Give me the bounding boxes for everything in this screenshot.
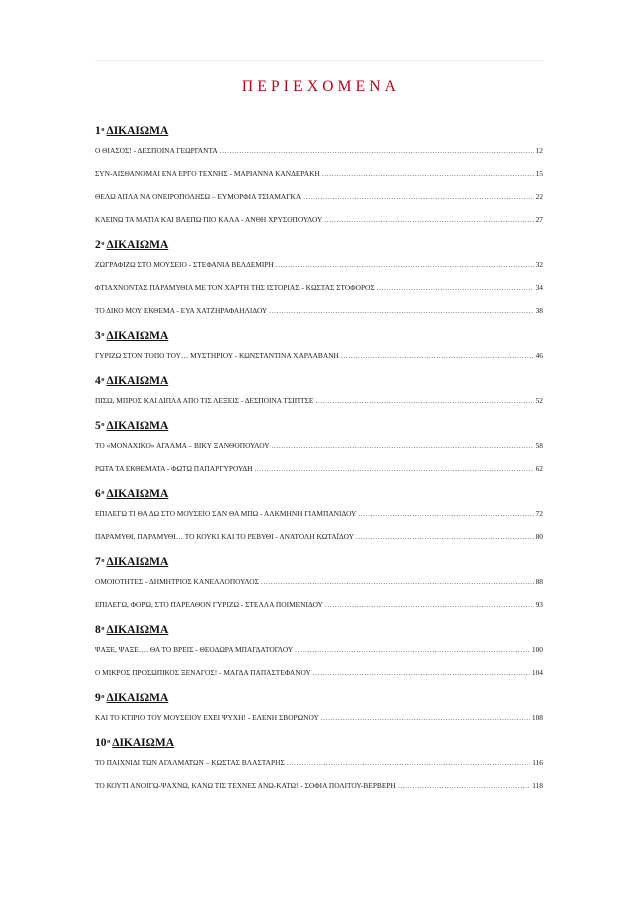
header-divider — [95, 60, 543, 61]
dot-leader — [324, 214, 533, 225]
section-title: ΔΙΚΑΙΩΜΑ — [106, 624, 169, 636]
toc-entry[interactable] — [95, 214, 543, 225]
dot-leader — [322, 168, 534, 179]
section-number — [95, 488, 105, 500]
dot-leader — [276, 259, 534, 270]
dot-leader — [272, 440, 534, 451]
section-title: ΔΙΚΑΙΩΜΑ — [106, 375, 169, 387]
dot-leader — [398, 780, 530, 791]
toc-entry[interactable] — [95, 259, 543, 270]
section-ordinal-suffix: ο — [101, 693, 105, 700]
dot-leader — [377, 282, 534, 293]
toc-entry-title: ΤΟ ΠΑΙΧΝΙΔΙ ΤΩΝ ΑΓΑΛΜΑΤΩΝ – ΚΩΣΤΑΣ ΒΛΑΣΤΑΡΗΣ — [95, 758, 285, 767]
section-number — [95, 624, 105, 636]
toc-entry-page-number: 104 — [531, 668, 543, 677]
section-heading — [95, 237, 543, 253]
toc-entry[interactable] — [95, 599, 543, 610]
dot-leader — [321, 712, 530, 723]
toc-entry-page-number: 100 — [531, 645, 543, 654]
section-ordinal-suffix: ο — [107, 738, 111, 745]
toc-entry[interactable] — [95, 191, 543, 202]
section-number — [95, 330, 105, 342]
section-title: ΔΙΚΑΙΩΜΑ — [106, 488, 169, 500]
toc-entry[interactable] — [95, 576, 543, 587]
toc-entry-page-number: 27 — [535, 215, 543, 224]
dot-leader — [287, 757, 530, 768]
section-ordinal-suffix: ο — [101, 625, 105, 632]
section-heading — [95, 373, 543, 389]
toc-entry-title: ΨΑΞΕ, ΨΑΞΕ…. ΘΑ ΤΟ ΒΡΕΙΣ - ΘΕΟΔΩΡΑ ΜΠΑΓΔΑΤΟΓΛΟΥ — [95, 645, 294, 654]
section-ordinal-suffix: ο — [101, 421, 105, 428]
section-ordinal-suffix: ο — [101, 376, 105, 383]
toc-entry-page-number: 118 — [532, 781, 543, 790]
toc-entry-page-number: 32 — [535, 260, 543, 269]
toc-entry[interactable] — [95, 712, 543, 723]
section-number-value: 7 — [95, 556, 101, 568]
section-ordinal-suffix: ο — [101, 240, 105, 247]
section-number-value: 6 — [95, 488, 101, 500]
section-heading — [95, 622, 543, 638]
toc-entry-title: ΖΩΓΡΑΦΙΖΩ ΣΤΟ ΜΟΥΣΕΙΟ - ΣΤΕΦΑΝΙΑ ΒΕΛΔΕΜΙΡΗ — [95, 260, 274, 269]
section-number-value: 8 — [95, 624, 101, 636]
section-number-value: 5 — [95, 420, 101, 432]
section-heading — [95, 486, 543, 502]
section-number-value: 4 — [95, 375, 101, 387]
section-number — [95, 375, 105, 387]
toc-entry-page-number: 108 — [531, 713, 543, 722]
toc-entry[interactable] — [95, 508, 543, 519]
table-of-contents — [95, 123, 543, 803]
toc-entry-page-number: 72 — [535, 509, 543, 518]
toc-entry-title: ΚΛΕΙΝΩ ΤΑ ΜΑΤΙΑ ΚΑΙ ΒΛΕΠΩ ΠΙΟ ΚΑΛΑ - ΑΝΘΗ ΧΡΥΣΟΠΟΥΛΟΥ — [95, 215, 323, 224]
dot-leader — [220, 145, 534, 156]
dot-leader — [303, 191, 533, 202]
section-heading — [95, 554, 543, 570]
section-number-value: 1 — [95, 125, 101, 137]
section-heading — [95, 690, 543, 706]
section-number — [95, 125, 105, 137]
section-number — [95, 556, 105, 568]
toc-entry-page-number: 38 — [535, 306, 543, 315]
section-title: ΔΙΚΑΙΩΜΑ — [106, 556, 169, 568]
toc-entry[interactable] — [95, 440, 543, 451]
section-heading — [95, 735, 543, 751]
dot-leader — [313, 667, 530, 678]
toc-entry-page-number: 22 — [535, 192, 543, 201]
section-number-value: 9 — [95, 692, 101, 704]
toc-entry-title: ΣΥΝ-ΑΙΣΘΑΝΟΜΑΙ ΕΝΑ ΕΡΓΟ ΤΕΧΝΗΣ - ΜΑΡΙΑΝΝΑ ΚΑΝΔΕΡΑΚΗ — [95, 169, 320, 178]
section-title: ΔΙΚΑΙΩΜΑ — [106, 239, 169, 251]
toc-entry-page-number: 46 — [535, 351, 543, 360]
page-title: ΠΕΡΙΕΧΟΜΕΝΑ — [241, 78, 401, 95]
section-number — [95, 692, 105, 704]
toc-entry-title: ΓΥΡΙΖΩ ΣΤΟΝ ΤΟΠΟ ΤΟΥ… ΜΥΣΤΗΡΙΟΥ - ΚΩΝΣΤΑΝΤΙΝΑ ΧΑΡΛΑΒΑΝΗ — [95, 351, 339, 360]
toc-entry-title: ΚΑΙ ΤΟ ΚΤΙΡΙΟ ΤΟΥ ΜΟΥΣΕΙΟΥ ΕΧΕΙ ΨΥΧΗ! - ΕΛΕΝΗ ΣΒΟΡΩΝΟΥ — [95, 713, 319, 722]
section-ordinal-suffix: ο — [101, 126, 105, 133]
toc-entry[interactable] — [95, 644, 543, 655]
toc-entry-title: Ο ΜΙΚΡΟΣ ΠΡΟΣΩΠΙΚΟΣ ΞΕΝΑΓΟΣ! - ΜΑΓΔΑ ΠΑΠΑΣΤΕΦΑΝΟΥ — [95, 668, 311, 677]
section-title: ΔΙΚΑΙΩΜΑ — [112, 737, 175, 749]
section-number-value: 3 — [95, 330, 101, 342]
toc-entry-page-number: 93 — [535, 600, 543, 609]
toc-entry-page-number: 34 — [535, 283, 543, 292]
toc-entry-title: ΤΟ «ΜΟΝΑΧΙΚΟ» ΑΓΑΛΜΑ – ΒΙΚΥ ΞΑΝΘΟΠΟΥΛΟΥ — [95, 441, 270, 450]
toc-entry-title: ΦΤΙΑΧΝΟΝΤΑΣ ΠΑΡΑΜΥΘΙΑ ΜΕ ΤΟΝ ΧΑΡΤΗ ΤΗΣ ΙΣΤΟΡΙΑΣ - ΚΩΣΤΑΣ ΣΤΟΦΟΡΟΣ — [95, 283, 375, 292]
section-title: ΔΙΚΑΙΩΜΑ — [106, 125, 169, 137]
toc-entry-title: ΕΠΙΛΕΓΩ ΤΙ ΘΑ ΔΩ ΣΤΟ ΜΟΥΣΕΙΟ ΣΑΝ ΘΑ ΜΠΩ - ΑΛΚΜΗΝΗ ΓΙΑΜΠΑΝΙΔΟΥ — [95, 509, 357, 518]
toc-entry[interactable] — [95, 757, 543, 768]
dot-leader — [254, 463, 533, 474]
section-title: ΔΙΚΑΙΩΜΑ — [106, 692, 169, 704]
toc-entry-title: ΘΕΛΩ ΑΠΛΑ ΝΑ ΟΝΕΙΡΟΠΟΛΗΣΩ – ΕΥΜΟΡΦΙΑ ΤΣΙΑΜΑΓΚΑ — [95, 192, 302, 201]
toc-entry[interactable] — [95, 395, 543, 406]
section-number-value: 10 — [95, 737, 107, 749]
toc-entry-title: ΡΩΤΑ ΤΑ ΕΚΘΕΜΑΤΑ - ΦΩΤΩ ΠΑΠΑΡΓΥΡΟΥΔΗ — [95, 464, 253, 473]
toc-entry-title: ΤΟ ΔΙΚΟ ΜΟΥ ΕΚΘΕΜΑ - ΕΥΑ ΧΑΤΖΗΡΑΦΑΗΛΙΔΟΥ — [95, 306, 268, 315]
section-number — [95, 737, 110, 749]
dot-leader — [315, 395, 533, 406]
section-title: ΔΙΚΑΙΩΜΑ — [106, 330, 169, 342]
toc-entry-title: ΠΙΣΩ, ΜΠΡΟΣ ΚΑΙ ΔΙΠΛΑ ΑΠΟ ΤΙΣ ΛΕΞΕΙΣ - ΔΕΣΠΟΙΝΑ ΤΣΙΠΤΣΕ — [95, 396, 314, 405]
dot-leader — [295, 644, 530, 655]
toc-entry-title: ΕΠΙΛΕΓΩ, ΦΟΡΩ, ΣΤΟ ΠΑΡΕΛΘΟΝ ΓΥΡΙΖΩ - ΣΤΕΛΛΑ ΠΟΙΜΕΝΙΔΟΥ — [95, 600, 323, 609]
toc-entry[interactable] — [95, 350, 543, 361]
section-heading — [95, 418, 543, 434]
toc-entry[interactable] — [95, 780, 543, 791]
toc-entry-title: ΟΜΟΙΟΤΗΤΕΣ - ΔΗΜΗΤΡΙΟΣ ΚΑΝΕΛΛΟΠΟΥΛΟΣ — [95, 577, 259, 586]
section-ordinal-suffix: ο — [101, 331, 105, 338]
section-heading — [95, 328, 543, 344]
toc-entry-page-number: 62 — [535, 464, 543, 473]
toc-entry[interactable] — [95, 282, 543, 293]
dot-leader — [341, 350, 534, 361]
dot-leader — [269, 305, 533, 316]
toc-entry[interactable] — [95, 305, 543, 316]
toc-entry-page-number: 52 — [535, 396, 543, 405]
section-ordinal-suffix: ο — [101, 557, 105, 564]
toc-entry[interactable] — [95, 463, 543, 474]
toc-entry-page-number: 58 — [535, 441, 543, 450]
toc-entry[interactable] — [95, 168, 543, 179]
section-heading — [95, 123, 543, 139]
toc-entry-page-number: 15 — [535, 169, 543, 178]
section-number — [95, 239, 105, 251]
toc-entry[interactable] — [95, 145, 543, 156]
section-number — [95, 420, 105, 432]
section-number-value: 2 — [95, 239, 101, 251]
dot-leader — [261, 576, 534, 587]
toc-entry-title: Ο ΘΙΑΣΟΣ! - ΔΕΣΠΟΙΝΑ ΓΕΩΡΓΑΝΤΑ — [95, 146, 218, 155]
section-ordinal-suffix: ο — [101, 489, 105, 496]
toc-entry[interactable] — [95, 667, 543, 678]
toc-entry-page-number: 80 — [535, 532, 543, 541]
section-title: ΔΙΚΑΙΩΜΑ — [106, 420, 169, 432]
toc-entry-page-number: 88 — [535, 577, 543, 586]
toc-entry-page-number: 12 — [535, 146, 543, 155]
dot-leader — [358, 508, 533, 519]
toc-entry-page-number: 116 — [532, 758, 543, 767]
dot-leader — [356, 531, 534, 542]
toc-entry-title: ΤΟ ΚΟΥΤΙ ΑΝΟΙΓΩ-ΨΑΧΝΩ, ΚΑΝΩ ΤΙΣ ΤΕΧΝΕΣ ΑΝΩ-ΚΑΤΩ! - ΣΟΦΙΑ ΠΟΛΙΤΟΥ-ΒΕΡΒΕΡΗ — [95, 781, 396, 790]
dot-leader — [325, 599, 534, 610]
toc-entry[interactable] — [95, 531, 543, 542]
toc-entry-title: ΠΑΡΑΜΥΘΙ, ΠΑΡΑΜΥΘΙ… ΤΟ ΚΟΥΚΙ ΚΑΙ ΤΟ ΡΕΒΥΘΙ - ΑΝΑΤΟΛΗ ΚΩΤΑΪΔΟΥ — [95, 532, 354, 541]
